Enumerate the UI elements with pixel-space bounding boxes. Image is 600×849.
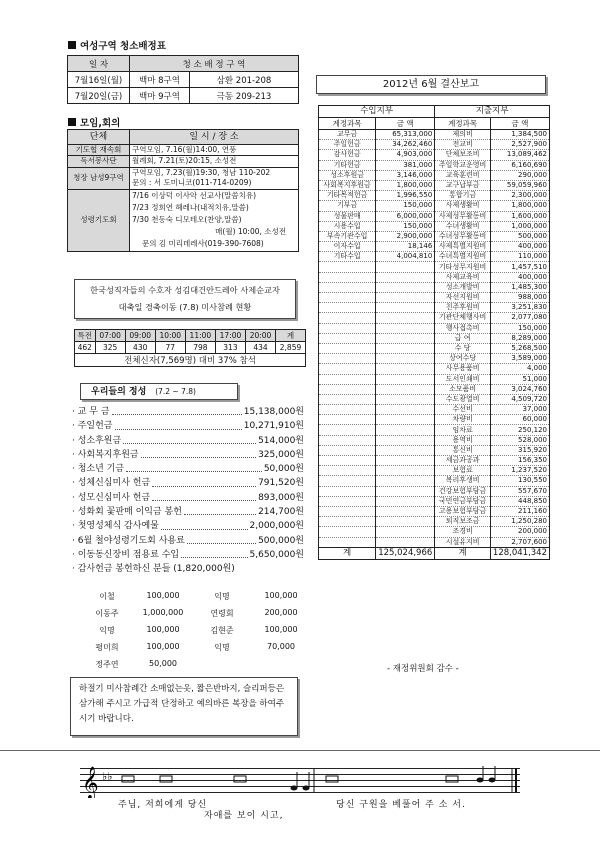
table-row: 감사헌금 4,903,000 단체보조비 13,089,462 [319,150,550,160]
table-row: 기부금 150,000 사제생활비 1,800,000 [319,201,550,211]
hymn-lyrics-right: 당신 구원을 베풀어 주 소 서. [336,800,466,810]
table-row: 시설유지비 2,707,600 [319,537,550,547]
music-notes-icon [80,764,520,798]
finance-total-row: 계 125,024,966 계 128,041,342 [319,547,550,559]
report-title-box: 2012년 6월 결산보고 [316,75,546,94]
table-row: 기관단체행사비 2,077,080 [319,313,550,323]
table-row: 행사접촉비 150,000 [319,323,550,333]
table-row: 462 325 430 77 798 313 434 2,859 [75,342,306,354]
table-row: 기타헌금 381,000 주일학교운영비 6,160,690 [319,160,550,170]
table-row: 도서인쇄비 51,000 [319,374,550,384]
table-row: 시용수입 150,000 수녀생활비 1,000,000 [319,221,550,231]
table-row: 소모품비 3,024,760 [319,384,550,394]
table-row: 성물판매 6,000,000 사제성무활동비 1,600,000 [319,211,550,221]
mass-title-box: 한국성직자들의 수호자 성김대건안드레아 사제순교자 대축일 경축이동 (7.8) 미사참례 현황 [74,279,296,319]
table-row: 국민연금부담금 448,850 [319,496,550,506]
list-item: · 성체신심미사 헌금 791,520원 [72,478,304,489]
table-row: 수도광열비 4,509,720 [319,394,550,404]
table-row: 사무용품비 4,000 [319,364,550,374]
mass-summary: 전체신자(7,569명) 대비 37% 참석 [75,354,306,367]
table-row: 퇴직보조금 1,250,280 [319,517,550,527]
cleaning-section-title: 여성구역 청소배정표 [68,38,166,52]
finance-section-header [319,106,550,118]
music-staff [80,768,520,800]
list-item: · 6월 철야성령기도회 사용료 500,000원 [72,535,304,546]
svg-text:♭♭: ♭♭ [102,770,113,783]
table-row: 통신비 315,920 [319,445,550,455]
table-row: 7월20일(금) 백마 9구역 극동 209-213 [68,88,299,104]
column-header: 금 액 [490,118,549,130]
finance-report-table [318,105,550,560]
list-item: · 사회복지후원금 325,000원 [72,449,304,460]
table-row: 독서봉사단 월례회, 7.21(토)20:15, 소성전 [68,156,299,167]
table-row: 기타성무지원비 1,457,510 [319,262,550,272]
donation-heading: · 감사헌금 봉헌하신 분들 (1,820,000원) [72,564,235,575]
meetings-section-title: 모임,회의 [68,115,120,129]
table-row: 기타목적헌금 1,996,550 통합기금 2,300,000 [319,191,550,201]
list-item: · 청소년 기금 50,000원 [72,464,304,475]
expense-title: 지출지부 [435,106,550,118]
column-header: 금 액 [376,118,435,130]
income-title: 수입지부 [319,106,435,118]
hymn-lyrics-line2: 자애를 보이 시고, [204,811,284,821]
table-row: 복리후생비 130,550 [319,476,550,486]
square-bullet-icon [68,118,76,126]
mass-attendance-table: 특전 07:00 09:00 10:00 11:00 17:00 20:00 계 462 325 430 77 798 313 434 2,859 전체신자(7,569명) 대비 37% 참석 [74,329,306,367]
list-item: · 교 무 금 15,138,000원 [72,407,304,417]
table-row: 기타수입 4,004,810 수녀특별지원비 110,000 [319,252,550,262]
table-row: 청장 남성9구역 구역모임, 7.23(월)19:30, 청남 110-202 문의 : 서 도미니코(011-714-0209) [68,167,299,189]
offerings-title-box: 우리들의 정성 (7.2 ~ 7.8) [80,383,238,400]
table-row: 임차료 250,120 [319,425,550,435]
table-row: 보험료 1,237,520 [319,466,550,476]
table-row: 성소후원금 3,146,000 교육훈련비 290,000 [319,170,550,180]
table-row: 성령기도회 7/16 이상덕 이사악 선교사(말씀치유) 7/23 정희연 헤레나(내적치유,말씀) 7/30 천동숙 디모테오(찬양,말씀) 매(월) 10:00, 소성전 문의 김 미리데레사(019-390-7608) [68,189,299,251]
table-row: 자선지원비 988,000 [319,293,550,303]
list-item: · 이동동신장비 점용료 수입 5,650,000원 [72,549,304,560]
table-row: 친주후원비 3,251,830 [319,303,550,313]
table-row: 사회복지후원금 1,800,000 교구납부금 59,059,960 [319,180,550,190]
cleaning-header-date: 일 자 [68,56,130,72]
divider [0,750,600,751]
column-header: 계정과목 [435,118,491,130]
report-signature: - 재정위원회 감수 - [387,664,459,674]
svg-text:𝄞: 𝄞 [82,766,99,798]
hymn-lyrics-left: 주님, 저희에게 당신 [118,800,208,810]
table-row: 수선비 37,000 [319,405,550,415]
meetings-table: 단체 일 시 / 장 소 기도협 재속회 구역모임, 7.16(월)14:00, 연풍 독서봉사단 월례회, 7.21(토)20:15, 소성전 청장 남성9구역 구역모임, 7.23(월)19:30, 청남 110-202 문의 : 서 도미니코(011-714-0209) 성령기도회 7/16 이상덕 이사악 선교사(말씀치유) 7/23 정희연 헤레나(내적치유,말씀) 7/30 천동숙 디모테오(찬양,말씀) 매(월) 10:00, 소성전 문의 김 미리데레사(019-390-7608) [67,129,299,252]
list-item: · 첫영성체식 감사예물 2,000,000원 [72,521,304,532]
table-row: 7월16일(월) 백마 8구역 삼환 201-208 [68,72,299,88]
table-row: 부속기관수입 2,900,000 수녀성무활동비 500,000 [319,231,550,241]
table-row: 수 당 5,268,500 [319,343,550,353]
offerings-list [72,405,304,577]
list-item: · 성소후원금 514,000원 [72,435,304,446]
table-row: 기도협 재속회 구역모임, 7.16(월)14:00, 연풍 [68,145,299,156]
list-item: · 성모신심미사 헌금 893,000원 [72,492,304,503]
list-item: · 성화회 꽃판매 이익금 봉헌 214,700원 [72,507,304,518]
table-row: 고용보험부담금 211,160 [319,506,550,516]
table-row: 급 여 8,289,000 [319,333,550,343]
table-row: 상여수당 3,589,000 [319,354,550,364]
column-header: 계정과목 [319,118,376,130]
table-row: 차량비 60,000 [319,415,550,425]
table-row: 건강보험부담금 557,670 [319,486,550,496]
table-row: 성소개발비 1,485,300 [319,282,550,292]
table-row: 세금과공과 156,350 [319,456,550,466]
table-row: 사제교육비 400,000 [319,272,550,282]
donors-grid: 이철 100,000 익명 100,000 이동주 1,000,000 연령회 200,000 익명 100,000 김현준 100,000 평미희 100,000 익명 70,000 정주연 50,000 [95,591,298,669]
table-row: 용역비 528,000 [319,435,550,445]
table-row: 교무금 65,313,000 제의비 1,384,500 [319,130,550,140]
finance-column-header [319,118,550,130]
table-row: 주일헌금 34,262,460 전교비 2,527,900 [319,140,550,150]
cleaning-header-area: 청 소 배 정 구 역 [130,56,299,72]
list-item: · 주일헌금 10,271,910원 [72,421,304,432]
table-row: 이자수입 18,146 사제특별지원비 400,000 [319,242,550,252]
cleaning-table [67,55,299,104]
table-row: 조경비 200,000 [319,527,550,537]
notice-box: 하절기 미사참례간 소매없는옷, 짧은반바지, 슬리퍼등은 삼가해 주시고 가급적 단정하고 예의바른 복장을 하여주시기 바랍니다. [70,677,298,736]
square-bullet-icon [68,41,76,49]
